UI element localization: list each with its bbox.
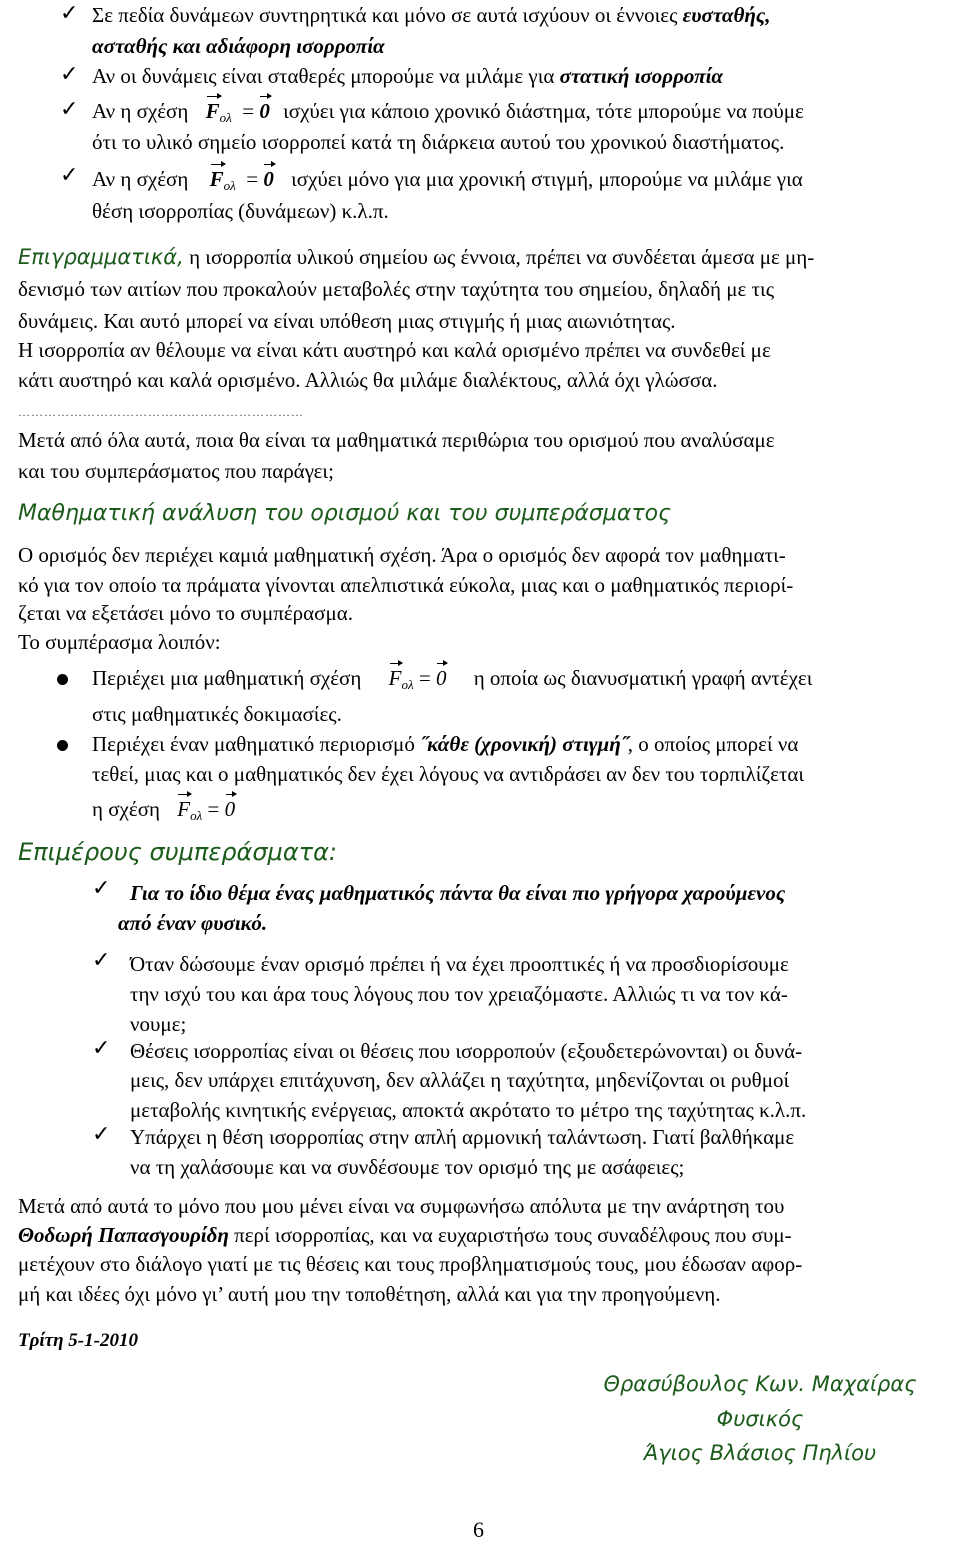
paragraph-4-line-3: μετέχουν στο διάλογο γιατί με τις θέσεις και τους προβληματισμούς τους, μου έδωσαν αφορ- <box>18 1252 803 1276</box>
check-item-2: Αν οι δυνάμεις είναι σταθερές μπορούμε να μιλάμε για στατική ισορροπία <box>92 64 724 88</box>
conclusion-4-line-1: Υπάρχει η θέση ισορροπίας στην απλή αρμονική ταλάντωση. Γιατί βαλθήκαμε <box>130 1125 795 1149</box>
paragraph-3-line-4: Το συμπέρασμα λοιπόν: <box>18 630 221 654</box>
check-mark-icon: ✓ <box>60 97 79 122</box>
check-item-3-line-2: ότι το υλικό σημείο ισορροπεί κατά τη διάρκεια αυτού του χρονικού διαστήματος. <box>92 130 785 154</box>
conclusion-2-line-1: Όταν δώσουμε έναν ορισμό πρέπει ή να έχει προοπτικές ή να προσδιορίσουμε <box>130 952 789 976</box>
conclusion-2-line-2: την ισχύ του και άρα τους λόγους που τον χρειαζόμαστε. Αλλιώς τι να τον κά- <box>130 982 788 1006</box>
section-heading-conclusions: Επιμέρους συμπεράσματα: <box>18 838 337 866</box>
paragraph-1-line-4: Η ισορροπία αν θέλουμε να είναι κάτι αυστηρό και καλά ορισμένο πρέπει να συνδεθεί με <box>18 338 771 362</box>
paragraph-2-line-2: και του συμπεράσματος που παράγει; <box>18 459 334 483</box>
bullet-item-2-line-1: Περιέχει έναν μαθηματικό περιορισμό ˝κάθε (χρονική) στιγμή˝, ο οποίος μπορεί να <box>92 732 799 756</box>
net-force-formula: $F_{o\lambda} = 0$ <box>177 797 236 823</box>
check-mark-icon: ✓ <box>60 62 79 87</box>
paragraph-4-line-4: μή και ιδέες όχι μόνο γι’ αυτή μου την τοποθέτηση, αλλά και για την προηγούμενη. <box>18 1282 721 1306</box>
conclusion-2-line-3: νουμε; <box>130 1012 187 1036</box>
check-mark-icon: ✓ <box>92 1036 111 1061</box>
check-item-4-line-2: θέση ισορροπίας (δυνάμεων) κ.λ.π. <box>92 199 389 223</box>
paragraph-1-line-1: Επιγραμματικά, η ισορροπία υλικού σημείου ως έννοια, πρέπει να συνδέεται άμεσα με μη- <box>18 245 815 269</box>
check-item-4-line-1: Αν η σχέση $F_{o\lambda} = 0$ ισχύει μόνο για μια χρονική στιγμή, μπορούμε να μιλάμε για <box>92 167 803 193</box>
check-item-1-line-2: ασταθής και αδιάφορη ισορροπία <box>92 34 385 58</box>
bullet-item-2-line-2: τεθεί, μιας και ο μαθηματικός δεν έχει λόγους να αντιδράσει αν δεν του τορπιλίζεται <box>92 762 805 786</box>
section-heading-analysis: Μαθηματική ανάλυση του ορισμού και του συμπεράσματος <box>18 501 671 526</box>
signature-place: Άγιος Βλάσιος Πηλίου <box>643 1441 877 1465</box>
conclusion-4-line-2: να τη χαλάσουμε και να συνδέσουμε τον ορισμό της με ασάφειες; <box>130 1155 685 1179</box>
signature-name: Θρασύβουλος Κων. Μαχαίρας <box>603 1372 917 1396</box>
paragraph-1-line-3: δυνάμεις. Και αυτό μπορεί να είναι υπόθεση μιας στιγμής ή μιας αιωνιότητας. <box>18 309 676 333</box>
net-force-formula: $F_{o\lambda} = 0$ <box>388 666 447 692</box>
paragraph-3-line-3: ζεται να εξετάσει μόνο το συμπέρασμα. <box>18 601 353 625</box>
paragraph-4-line-1: Μετά από αυτά το μόνο που μου μένει είναι να συμφωνήσω απόλυτα με την ανάρτηση του <box>18 1194 785 1218</box>
paragraph-4-line-2: Θοδωρή Παπασγουρίδη περί ισορροπίας, και να ευχαριστήσω τους συναδέλφους που συμ- <box>18 1223 792 1247</box>
bullet-dot-icon <box>57 674 68 685</box>
paragraph-3-line-1: Ο ορισμός δεν περιέχει καμιά μαθηματική σχέση. Άρα ο ορισμός δεν αφορά τον μαθηματι- <box>18 543 786 567</box>
check-mark-icon: ✓ <box>92 948 111 973</box>
paragraph-2-line-1: Μετά από όλα αυτά, ποια θα είναι τα μαθηματικά περιθώρια του ορισμού που αναλύσαμε <box>18 428 775 452</box>
check-mark-icon: ✓ <box>60 163 79 188</box>
check-mark-icon: ✓ <box>92 1122 111 1147</box>
check-mark-icon: ✓ <box>60 1 79 26</box>
page-number: 6 <box>473 1517 484 1542</box>
paragraph-1-line-2: δενισμό των αιτίων που προκαλούν μεταβολές στην ταχύτητα του σημείου, δηλαδή με τις <box>18 277 775 301</box>
check-mark-icon: ✓ <box>92 876 111 901</box>
check-item-3-line-1: Αν η σχέση $F_{o\lambda} = 0$ ισχύει για κάποιο χρονικό διάστημα, τότε μπορούμε να πούμε <box>92 99 804 125</box>
bullet-item-2-line-3: η σχέση $F_{o\lambda} = 0$ <box>92 797 236 823</box>
conclusion-1-line-2: από έναν φυσικό. <box>118 911 268 935</box>
conclusion-1-line-1: Για το ίδιο θέμα ένας μαθηματικός πάντα θα είναι πιο γρήγορα χαρούμενος <box>130 881 786 905</box>
conclusion-3-line-2: μεις, δεν υπάρχει επιτάχυνση, δεν αλλάζει η ταχύτητα, μηδενίζονται οι ρυθμοί <box>130 1068 790 1092</box>
paragraph-3-line-2: κό για τον οποίο τα πράματα γίνονται απελπιστικά εύκολα, μιας και ο μαθηματικός περιορί- <box>18 573 794 597</box>
bullet-item-1-line-1: Περιέχει μια μαθηματική σχέση $F_{o\lambda} = 0$ η οποία ως διανυσματική γραφή αντέχει <box>92 666 813 692</box>
conclusion-3-line-3: μεταβολής κινητικής ενέργειας, αποκτά ακρότατο το μέτρο της ταχύτητας κ.λ.π. <box>130 1098 807 1122</box>
check-item-1-line-1: Σε πεδία δυνάμεων συντηρητικά και μόνο σε αυτά ισχύουν οι έννοιες ευσταθής, <box>92 3 771 27</box>
bullet-dot-icon <box>57 740 68 751</box>
net-force-formula: $F_{o\lambda} = 0$ <box>205 99 270 125</box>
separator-dots: ………………………………………………………… <box>18 405 304 419</box>
conclusion-3-line-1: Θέσεις ισορροπίας είναι οι θέσεις που ισορροπούν (εξουδετερώνονται) οι δυνά- <box>130 1039 803 1063</box>
bullet-item-1-line-2: στις μαθηματικές δοκιμασίες. <box>92 702 342 726</box>
net-force-formula: $F_{o\lambda} = 0$ <box>209 167 274 193</box>
signature-role: Φυσικός <box>716 1407 804 1431</box>
date: Τρίτη 5-1-2010 <box>18 1330 138 1351</box>
paragraph-1-line-5: κάτι αυστηρό και καλά ορισμένο. Αλλιώς θα μιλάμε διαλέκτους, αλλά όχι γλώσσα. <box>18 368 718 392</box>
